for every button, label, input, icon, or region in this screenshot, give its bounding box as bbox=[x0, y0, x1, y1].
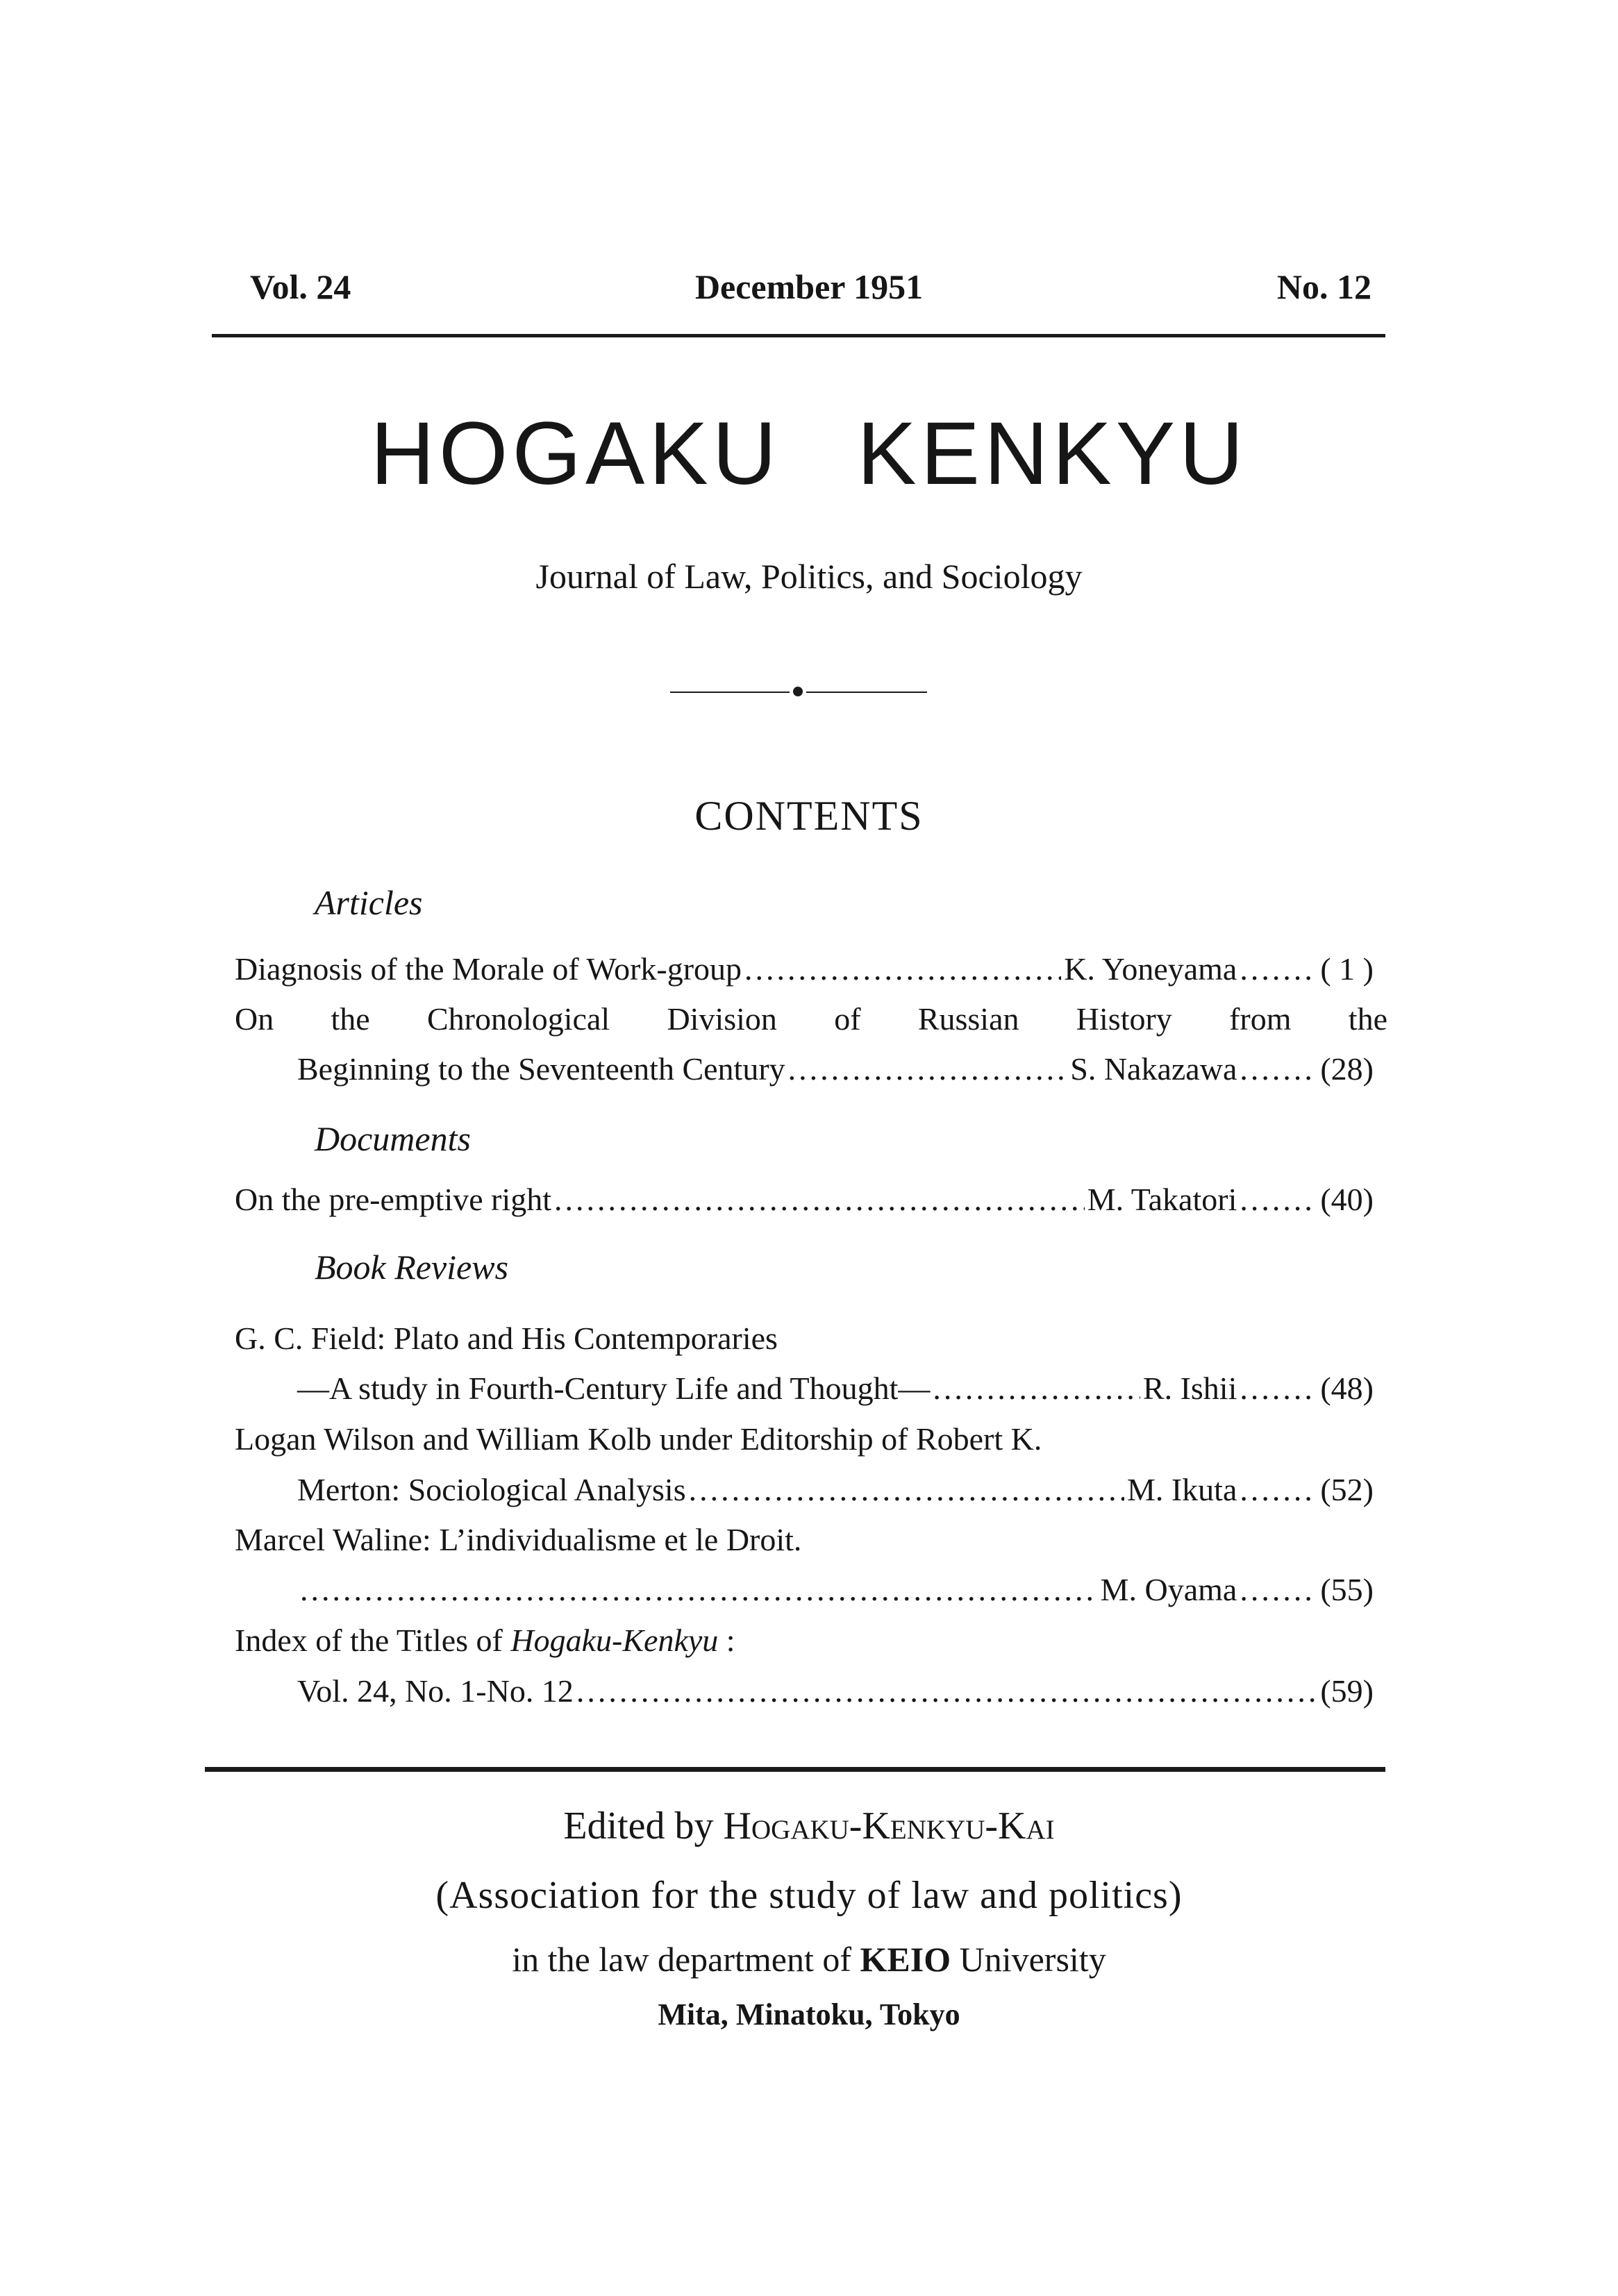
section-label-book-reviews: Book Reviews bbox=[315, 1248, 509, 1287]
entry-author: M. Oyama bbox=[1100, 1572, 1237, 1607]
entry-page: (52) bbox=[1320, 1472, 1374, 1507]
toc-entry bbox=[235, 950, 1374, 988]
entry-page: (40) bbox=[1320, 1182, 1374, 1217]
leader-dots bbox=[788, 1050, 1068, 1088]
toc-entry bbox=[297, 1470, 1374, 1509]
entry-title-line2: Beginning to the Seventeenth Century bbox=[297, 1051, 785, 1087]
entry-title-line1: Marcel Waline: L’individualisme et le Droit. bbox=[235, 1522, 802, 1557]
entry-title: On the pre-emptive right bbox=[235, 1182, 552, 1217]
entry-title: Diagnosis of the Morale of Work-group bbox=[235, 951, 742, 987]
editor-name: Hogaku-Kenkyu-Kai bbox=[723, 1804, 1055, 1847]
index-title-italic: Hogaku-Kenkyu bbox=[510, 1623, 719, 1658]
index-title-prefix: Index of the Titles of bbox=[235, 1623, 503, 1658]
entry-page: (59) bbox=[1320, 1673, 1374, 1709]
entry-title-line1: Logan Wilson and William Kolb under Editorship of Robert K. bbox=[235, 1421, 1042, 1457]
entry-author: S. Nakazawa bbox=[1070, 1051, 1237, 1087]
issue-date: December 1951 bbox=[694, 267, 924, 306]
leader-dots bbox=[689, 1470, 1124, 1509]
edited-prefix: Edited by bbox=[563, 1804, 714, 1847]
entry-page: (55) bbox=[1320, 1572, 1374, 1607]
department-line bbox=[0, 1941, 1618, 1979]
leader-dots bbox=[1240, 1470, 1316, 1509]
footer-rule bbox=[205, 1767, 1385, 1772]
leader-dots bbox=[554, 1180, 1085, 1218]
section-label-articles: Articles bbox=[315, 883, 423, 922]
entry-author: R. Ishii bbox=[1142, 1371, 1237, 1406]
leader-dots bbox=[1240, 1180, 1316, 1218]
leader-dots bbox=[1240, 1050, 1316, 1088]
journal-title-word1: HOGAKU bbox=[370, 404, 781, 503]
leader-dots bbox=[300, 1570, 1098, 1609]
entry-title-line2: —A study in Fourth-Century Life and Thought— bbox=[297, 1371, 931, 1406]
journal-subtitle: Journal of Law, Politics, and Sociology bbox=[535, 557, 1083, 596]
ornament-divider bbox=[670, 684, 927, 701]
entry-title-line1: On the Chronological Division of Russian History from the bbox=[235, 1001, 1387, 1037]
entry-author: M. Takatori bbox=[1087, 1182, 1237, 1217]
index-title-suffix: : bbox=[726, 1623, 735, 1658]
toc-entry bbox=[297, 1369, 1374, 1407]
address-line: Mita, Minatoku, Tokyo bbox=[658, 1997, 960, 2031]
toc-entry bbox=[235, 1180, 1374, 1218]
leader-dots bbox=[1240, 950, 1316, 988]
toc-entry bbox=[297, 1050, 1374, 1088]
dept-university-bold: KEIO bbox=[860, 1940, 951, 1979]
issue-number: No. 12 bbox=[1276, 267, 1371, 306]
edited-by-line bbox=[0, 1805, 1618, 1848]
entry-author: M. Ikuta bbox=[1126, 1472, 1237, 1507]
entry-title-line2: Merton: Sociological Analysis bbox=[297, 1472, 686, 1507]
leader-dots bbox=[1240, 1570, 1316, 1609]
dept-suffix: University bbox=[959, 1940, 1106, 1979]
toc-entry bbox=[297, 1570, 1374, 1609]
entry-title-line1 bbox=[235, 1621, 735, 1659]
contents-heading: CONTENTS bbox=[694, 793, 924, 839]
leader-dots bbox=[576, 1672, 1317, 1710]
section-label-documents: Documents bbox=[315, 1119, 471, 1158]
entry-page: ( 1 ) bbox=[1320, 951, 1374, 987]
leader-dots bbox=[1240, 1369, 1316, 1407]
association-line: (Association for the study of law and politics) bbox=[435, 1874, 1183, 1917]
journal-title bbox=[0, 404, 1618, 503]
leader-dots bbox=[744, 950, 1061, 988]
entry-page: (48) bbox=[1320, 1371, 1374, 1406]
volume-label: Vol. 24 bbox=[250, 267, 351, 306]
leader-dots bbox=[933, 1369, 1140, 1407]
header-rule bbox=[212, 334, 1385, 337]
dept-prefix: in the law department of bbox=[512, 1940, 852, 1979]
journal-title-word2: KENKYU bbox=[857, 404, 1248, 503]
entry-title-line2: Vol. 24, No. 1-No. 12 bbox=[297, 1673, 574, 1709]
entry-page: (28) bbox=[1320, 1051, 1374, 1087]
entry-title-line1: G. C. Field: Plato and His Contemporaries bbox=[235, 1321, 778, 1356]
toc-entry bbox=[297, 1672, 1374, 1710]
entry-author: K. Yoneyama bbox=[1064, 951, 1237, 987]
